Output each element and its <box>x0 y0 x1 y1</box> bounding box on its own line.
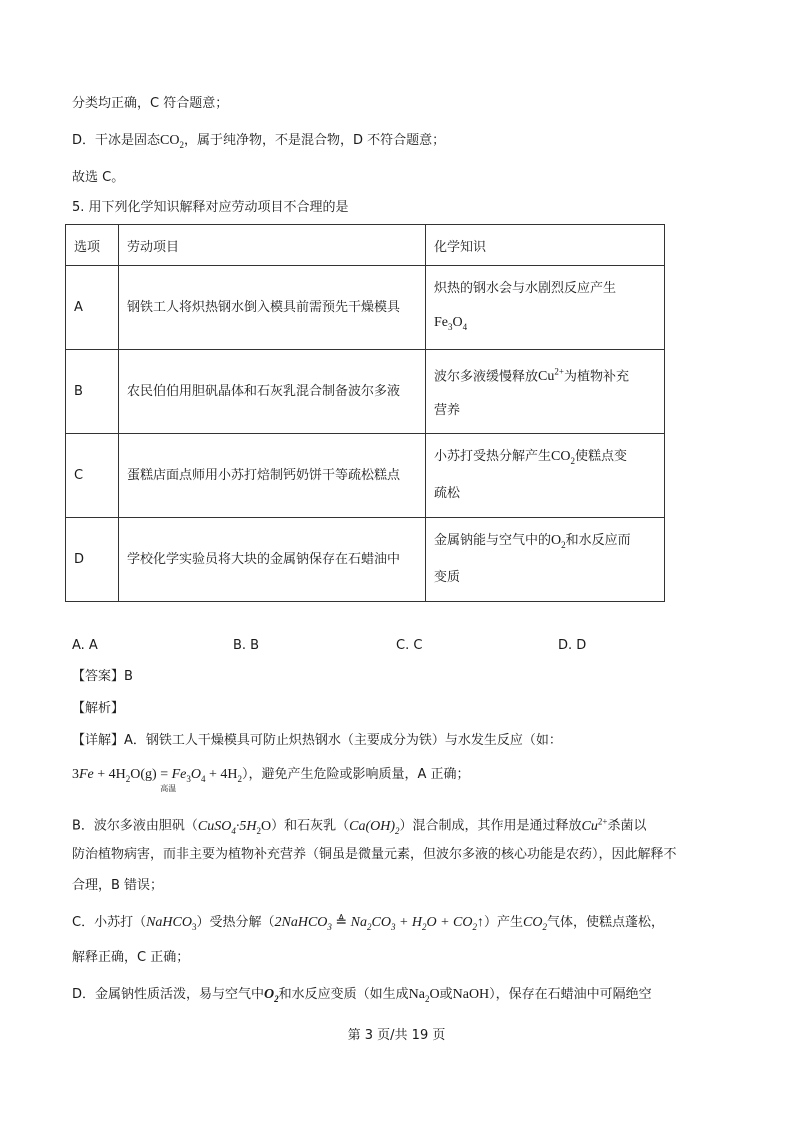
page-footer: 第 3 页/共 19 页 <box>347 1028 446 1043</box>
task-cell: 钢铁工人将炽热钢水倒入模具前需预先干燥模具 <box>119 266 426 350</box>
answer-option: B. B <box>233 638 260 653</box>
text-line <box>72 986 652 1008</box>
knowledge-cell <box>426 266 665 350</box>
header-cell: 劳动项目 <box>119 225 426 266</box>
text-fragment: 疏松 <box>434 486 461 502</box>
knowledge-cell <box>426 518 665 602</box>
text-line <box>72 132 445 154</box>
answer-option: A. A <box>72 638 98 653</box>
formula: $Na_2O$ <box>408 987 440 1004</box>
text-fragment: ，属于纯净物，不是混合物，D 不符合题意； <box>183 133 446 148</box>
text-fragment: 营养 <box>434 403 461 419</box>
text-line <box>72 812 646 839</box>
table-row <box>66 518 665 602</box>
text-line: 合理，B 错误； <box>72 878 164 893</box>
table-row <box>66 266 665 350</box>
question-table <box>65 224 665 602</box>
formula: $CuSO_4\cdot 5H_2O$ <box>197 818 272 836</box>
knowledge-cell <box>426 350 665 434</box>
equation: 2NaHCO$_3$ ≜ $Na_2CO_3 + H_2O$ + $CO_2↑$ <box>274 915 485 932</box>
option-cell: D <box>66 518 119 602</box>
text-line: 分类均正确，C 符合题意； <box>72 96 229 111</box>
formula: $Cu^{2+}$ <box>538 366 564 385</box>
text-fragment: ），避免产生危险或影响质量，A 正确； <box>242 767 470 782</box>
text-fragment: 气体，使糕点蓬松， <box>546 915 664 930</box>
table-header-row <box>66 225 665 266</box>
text-fragment: ），保存在石蜡油中可隔绝空 <box>489 987 652 1002</box>
equation: $3Fe + 4H_2O(g)$ = 高温 $Fe_3O_4 + 4H_2$ <box>72 767 242 782</box>
table-row <box>66 350 665 434</box>
formula: $Fe_3O_4$ <box>434 314 468 332</box>
text-fragment: C．小苏打（ <box>72 915 147 930</box>
header-cell: 化学知识 <box>426 225 665 266</box>
answer-label: 【答案】B <box>72 669 133 684</box>
text-fragment: ）受热分解（ <box>196 915 275 930</box>
text-line: 故选 C。 <box>72 170 125 185</box>
text-fragment: 使糕点变 <box>574 448 627 464</box>
text-fragment: 和水反应变质（如生成 <box>278 987 409 1002</box>
text-fragment: 变质 <box>434 570 461 586</box>
text-line <box>72 766 470 793</box>
formula: $Cu^{2+}$ <box>581 816 608 834</box>
formula: $CO_2$ <box>523 915 547 932</box>
text-fragment: 炽热的钢水会与水剧烈反应产生 <box>434 280 617 296</box>
formula: $CO_2$ <box>160 133 184 150</box>
text-fragment: 或 <box>439 987 453 1002</box>
text-line: 防治植物病害，而非主要为植物补充营养（铜虽是微量元素，但波尔多液的核心功能是农药），因此解释不 <box>72 847 677 862</box>
option-cell: B <box>66 350 119 434</box>
text-fragment: D．金属钠性质活泼，易与空气中 <box>72 987 265 1002</box>
text-fragment: ）混合制成，其作用是通过释放 <box>399 818 582 834</box>
task-cell: 学校化学实验员将大块的金属钠保存在石蜡油中 <box>119 518 426 602</box>
text-fragment: ）产生 <box>484 915 524 930</box>
option-cell: A <box>66 266 119 350</box>
answer-option: D. D <box>558 638 587 653</box>
analysis-label: 【解析】 <box>72 701 125 716</box>
option-cell: C <box>66 434 119 518</box>
text-line <box>72 914 664 936</box>
task-cell: 农民伯伯用胆矾晶体和石灰乳混合制备波尔多液 <box>119 350 426 434</box>
knowledge-cell <box>426 434 665 518</box>
text-fragment: 波尔多液缓慢释放 <box>434 369 539 385</box>
table-row <box>66 434 665 518</box>
task-cell: 蛋糕店面点师用小苏打焙制钙奶饼干等疏松糕点 <box>119 434 426 518</box>
formula: NaHCO$_3$ <box>146 915 197 932</box>
formula: NaOH <box>452 987 490 1002</box>
text-fragment: 杀菌以 <box>607 818 647 834</box>
answer-option: C. C <box>396 638 423 653</box>
text-fragment: 小苏打受热分解产生 <box>434 448 552 464</box>
text-fragment: 金属钠能与空气中的 <box>434 532 552 548</box>
formula: $CO_2$ <box>551 448 575 466</box>
formula: $O_2$ <box>264 987 279 1004</box>
text-fragment: D．干冰是固态 <box>72 133 161 148</box>
reaction-arrow: = 高温 <box>160 766 168 784</box>
formula: $O_2$ <box>551 532 566 550</box>
text-fragment: 为植物补充 <box>563 369 629 385</box>
text-fragment: ）和石灰乳（ <box>271 818 350 834</box>
question-stem: 5. 用下列化学知识解释对应劳动项目不合理的是 <box>72 200 349 215</box>
text-line: 【详解】A．钢铁工人干燥模具可防止炽热钢水（主要成分为铁）与水发生反应（如： <box>72 733 562 748</box>
reaction-condition: 高温 <box>160 784 177 793</box>
text-fragment: 和水反应而 <box>565 532 631 548</box>
text-fragment: B．波尔多液由胆矾（ <box>72 818 198 834</box>
formula: $Ca(OH)_2$ <box>349 818 400 836</box>
text-line: 解释正确，C 正确； <box>72 950 190 965</box>
header-cell: 选项 <box>66 225 119 266</box>
